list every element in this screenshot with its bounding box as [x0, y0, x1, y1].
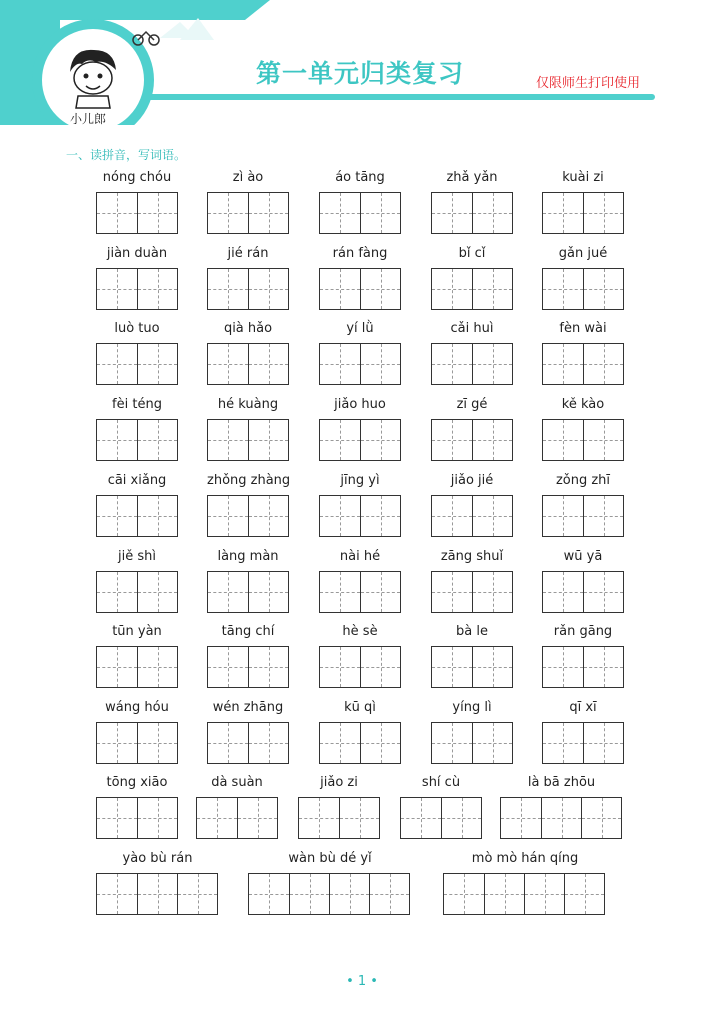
pinyin-label: rán fàng [332, 245, 388, 261]
writing-cell[interactable] [137, 572, 177, 612]
writing-boxes[interactable] [298, 797, 380, 839]
writing-cell[interactable] [208, 723, 248, 763]
pinyin-label: rǎn gāng [553, 624, 613, 640]
writing-cell[interactable] [97, 193, 137, 233]
writing-cell[interactable] [248, 723, 288, 763]
pinyin-label: là bā zhōu [527, 775, 596, 790]
writing-boxes[interactable] [319, 571, 401, 613]
writing-boxes[interactable] [542, 722, 624, 764]
writing-boxes[interactable] [319, 343, 401, 385]
writing-cell[interactable] [543, 496, 583, 536]
writing-boxes[interactable] [431, 646, 513, 688]
writing-cell[interactable] [320, 496, 360, 536]
writing-boxes[interactable] [96, 268, 178, 310]
writing-boxes[interactable] [400, 797, 482, 839]
writing-cell[interactable] [583, 193, 623, 233]
writing-cell[interactable] [524, 874, 564, 914]
writing-boxes[interactable] [500, 797, 622, 839]
writing-cell[interactable] [360, 572, 400, 612]
writing-cell[interactable] [97, 496, 137, 536]
pinyin-label: làng màn [217, 548, 279, 564]
pinyin-label: jié rán [227, 245, 269, 261]
pinyin-label: mò mò hán qíng [471, 851, 579, 866]
pinyin-label: zhǒng zhàng [207, 472, 291, 488]
writing-cell[interactable] [360, 496, 400, 536]
writing-cell[interactable] [543, 572, 583, 612]
writing-boxes[interactable] [542, 419, 624, 461]
writing-boxes[interactable] [207, 571, 289, 613]
pinyin-label: qià hǎo [223, 321, 273, 337]
writing-cell[interactable] [369, 874, 409, 914]
writing-cell[interactable] [248, 193, 288, 233]
writing-boxes[interactable] [542, 571, 624, 613]
pinyin-label: nài hé [339, 548, 381, 564]
writing-cell[interactable] [248, 496, 288, 536]
writing-cell[interactable] [237, 798, 277, 838]
page-number: • 1 • [346, 974, 378, 989]
pinyin-label: nóng chóu [102, 170, 172, 185]
writing-cell[interactable] [248, 572, 288, 612]
writing-cell[interactable] [360, 647, 400, 687]
writing-boxes[interactable] [431, 495, 513, 537]
writing-cell[interactable] [329, 874, 369, 914]
writing-cell[interactable] [484, 874, 524, 914]
pinyin-label: zǒng zhī [555, 472, 611, 488]
writing-cell[interactable] [137, 344, 177, 384]
pinyin-label: jiǎo zi [320, 775, 358, 790]
writing-cell[interactable] [581, 798, 621, 838]
writing-boxes[interactable] [196, 797, 278, 839]
pinyin-label: bǐ cǐ [458, 245, 486, 261]
pinyin-label: jiǎo huo [334, 397, 386, 413]
writing-cell[interactable] [320, 193, 360, 233]
writing-cell[interactable] [543, 193, 583, 233]
pinyin-label: luò tuo [114, 321, 160, 337]
writing-cell[interactable] [583, 344, 623, 384]
writing-cell[interactable] [472, 723, 512, 763]
writing-cell[interactable] [564, 874, 604, 914]
pinyin-label: fèn wài [559, 321, 607, 337]
writing-cell[interactable] [541, 798, 581, 838]
writing-boxes[interactable] [207, 343, 289, 385]
writing-cell[interactable] [583, 572, 623, 612]
writing-boxes[interactable] [207, 646, 289, 688]
pinyin-label: yíng lì [452, 699, 492, 715]
pinyin-label: yào bù rán [122, 851, 193, 866]
writing-cell[interactable] [197, 798, 237, 838]
writing-boxes[interactable] [96, 495, 178, 537]
writing-cell[interactable] [339, 798, 379, 838]
writing-cell[interactable] [432, 572, 472, 612]
writing-cell[interactable] [543, 269, 583, 309]
logo-caption: 小儿郎 [70, 112, 107, 126]
writing-cell[interactable] [299, 798, 339, 838]
writing-cell[interactable] [501, 798, 541, 838]
writing-cell[interactable] [320, 723, 360, 763]
writing-cell[interactable] [97, 647, 137, 687]
pinyin-label: zhǎ yǎn [446, 170, 498, 185]
writing-cell[interactable] [177, 874, 217, 914]
pinyin-label: dà suàn [211, 775, 263, 790]
writing-cell[interactable] [208, 647, 248, 687]
writing-boxes[interactable] [96, 192, 178, 234]
writing-boxes[interactable] [542, 192, 624, 234]
writing-cell[interactable] [248, 269, 288, 309]
writing-cell[interactable] [208, 344, 248, 384]
writing-cell[interactable] [472, 269, 512, 309]
writing-boxes[interactable] [207, 419, 289, 461]
writing-cell[interactable] [432, 420, 472, 460]
pinyin-label: zī gé [456, 397, 488, 413]
writing-cell[interactable] [137, 723, 177, 763]
writing-cell[interactable] [97, 420, 137, 460]
pinyin-label: jiǎo jié [450, 472, 494, 488]
writing-cell[interactable] [360, 420, 400, 460]
writing-cell[interactable] [543, 723, 583, 763]
writing-cell[interactable] [432, 647, 472, 687]
writing-cell[interactable] [432, 269, 472, 309]
writing-cell[interactable] [472, 420, 512, 460]
writing-boxes[interactable] [319, 192, 401, 234]
writing-cell[interactable] [137, 269, 177, 309]
writing-boxes[interactable] [96, 419, 178, 461]
writing-boxes[interactable] [431, 343, 513, 385]
writing-cell[interactable] [401, 798, 441, 838]
pinyin-label: tāng chí [221, 624, 275, 640]
writing-cell[interactable] [432, 344, 472, 384]
writing-boxes[interactable] [431, 571, 513, 613]
writing-cell[interactable] [360, 269, 400, 309]
writing-cell[interactable] [432, 193, 472, 233]
page-title: 第一单元归类复习 [255, 59, 464, 88]
writing-cell[interactable] [97, 798, 137, 838]
writing-cell[interactable] [208, 193, 248, 233]
writing-cell[interactable] [97, 269, 137, 309]
writing-cell[interactable] [320, 420, 360, 460]
pinyin-label: gǎn jué [558, 245, 608, 261]
writing-boxes[interactable] [431, 722, 513, 764]
writing-cell[interactable] [543, 344, 583, 384]
writing-cell[interactable] [137, 496, 177, 536]
pinyin-label: cǎi huì [450, 321, 494, 337]
writing-cell[interactable] [97, 572, 137, 612]
writing-cell[interactable] [320, 572, 360, 612]
writing-cell[interactable] [249, 874, 289, 914]
writing-cell[interactable] [583, 647, 623, 687]
writing-boxes[interactable] [207, 495, 289, 537]
writing-boxes[interactable] [542, 268, 624, 310]
writing-cell[interactable] [320, 344, 360, 384]
writing-cell[interactable] [444, 874, 484, 914]
writing-cell[interactable] [137, 798, 177, 838]
writing-cell[interactable] [583, 269, 623, 309]
print-notice: 仅限师生打印使用 [536, 76, 641, 91]
writing-cell[interactable] [97, 874, 137, 914]
writing-boxes[interactable] [319, 495, 401, 537]
writing-boxes[interactable] [207, 192, 289, 234]
pinyin-label: tūn yàn [112, 624, 162, 640]
pinyin-label: jiě shì [118, 548, 156, 564]
section-title: 一、读拼音，写词语。 [66, 148, 187, 162]
writing-cell[interactable] [97, 723, 137, 763]
writing-cell[interactable] [543, 647, 583, 687]
pinyin-label: kě kào [561, 397, 605, 413]
writing-boxes[interactable] [96, 873, 218, 915]
writing-cell[interactable] [432, 496, 472, 536]
writing-boxes[interactable] [207, 722, 289, 764]
pinyin-label: wén zhāng [212, 699, 284, 715]
writing-cell[interactable] [289, 874, 329, 914]
writing-cell[interactable] [472, 647, 512, 687]
pinyin-label: shí cù [421, 775, 461, 790]
writing-boxes[interactable] [319, 419, 401, 461]
writing-cell[interactable] [248, 647, 288, 687]
pinyin-label: hé kuàng [217, 397, 279, 413]
pinyin-label: bà le [456, 624, 488, 640]
writing-cell[interactable] [208, 572, 248, 612]
pinyin-label: jiàn duàn [106, 245, 168, 261]
writing-boxes[interactable] [207, 268, 289, 310]
writing-cell[interactable] [543, 420, 583, 460]
writing-cell[interactable] [583, 420, 623, 460]
writing-boxes[interactable] [431, 268, 513, 310]
writing-cell[interactable] [320, 269, 360, 309]
writing-boxes[interactable] [443, 873, 605, 915]
writing-cell[interactable] [248, 344, 288, 384]
writing-cell[interactable] [472, 572, 512, 612]
writing-boxes[interactable] [96, 343, 178, 385]
pinyin-label: yí lǜ [346, 321, 374, 337]
writing-boxes[interactable] [319, 646, 401, 688]
writing-cell[interactable] [472, 193, 512, 233]
writing-cell[interactable] [97, 344, 137, 384]
writing-boxes[interactable] [96, 646, 178, 688]
pinyin-label: wàn bù dé yǐ [288, 851, 372, 866]
writing-cell[interactable] [320, 647, 360, 687]
writing-cell[interactable] [360, 344, 400, 384]
writing-cell[interactable] [472, 496, 512, 536]
writing-boxes[interactable] [96, 571, 178, 613]
writing-boxes[interactable] [96, 722, 178, 764]
writing-boxes[interactable] [542, 495, 624, 537]
writing-boxes[interactable] [431, 419, 513, 461]
writing-cell[interactable] [137, 193, 177, 233]
pinyin-label: zì ào [232, 170, 264, 185]
writing-boxes[interactable] [319, 268, 401, 310]
writing-cell[interactable] [360, 193, 400, 233]
writing-cell[interactable] [137, 647, 177, 687]
pinyin-label: wáng hóu [105, 699, 169, 715]
writing-cell[interactable] [583, 723, 623, 763]
writing-boxes[interactable] [319, 722, 401, 764]
pinyin-label: tōng xiāo [106, 775, 168, 790]
pinyin-label: cāi xiǎng [107, 472, 167, 488]
pinyin-label: áo tāng [335, 170, 385, 185]
writing-cell[interactable] [208, 496, 248, 536]
writing-cell[interactable] [137, 420, 177, 460]
writing-cell[interactable] [432, 723, 472, 763]
writing-cell[interactable] [137, 874, 177, 914]
writing-boxes[interactable] [431, 192, 513, 234]
pinyin-label: jīng yì [340, 472, 380, 488]
pinyin-label: qī xī [569, 699, 597, 715]
pinyin-label: wū yā [563, 548, 603, 564]
writing-cell[interactable] [583, 496, 623, 536]
pinyin-label: kū qì [344, 699, 376, 715]
writing-boxes[interactable] [248, 873, 410, 915]
writing-cell[interactable] [472, 344, 512, 384]
pinyin-label: fèi téng [112, 397, 162, 413]
writing-boxes[interactable] [542, 646, 624, 688]
writing-cell[interactable] [248, 420, 288, 460]
pinyin-label: kuài zi [562, 170, 604, 185]
writing-cell[interactable] [360, 723, 400, 763]
writing-boxes[interactable] [96, 797, 178, 839]
writing-cell[interactable] [208, 269, 248, 309]
pinyin-label: hè sè [342, 624, 378, 640]
writing-cell[interactable] [441, 798, 481, 838]
writing-boxes[interactable] [542, 343, 624, 385]
pinyin-label: zāng shuǐ [440, 548, 504, 564]
writing-cell[interactable] [208, 420, 248, 460]
